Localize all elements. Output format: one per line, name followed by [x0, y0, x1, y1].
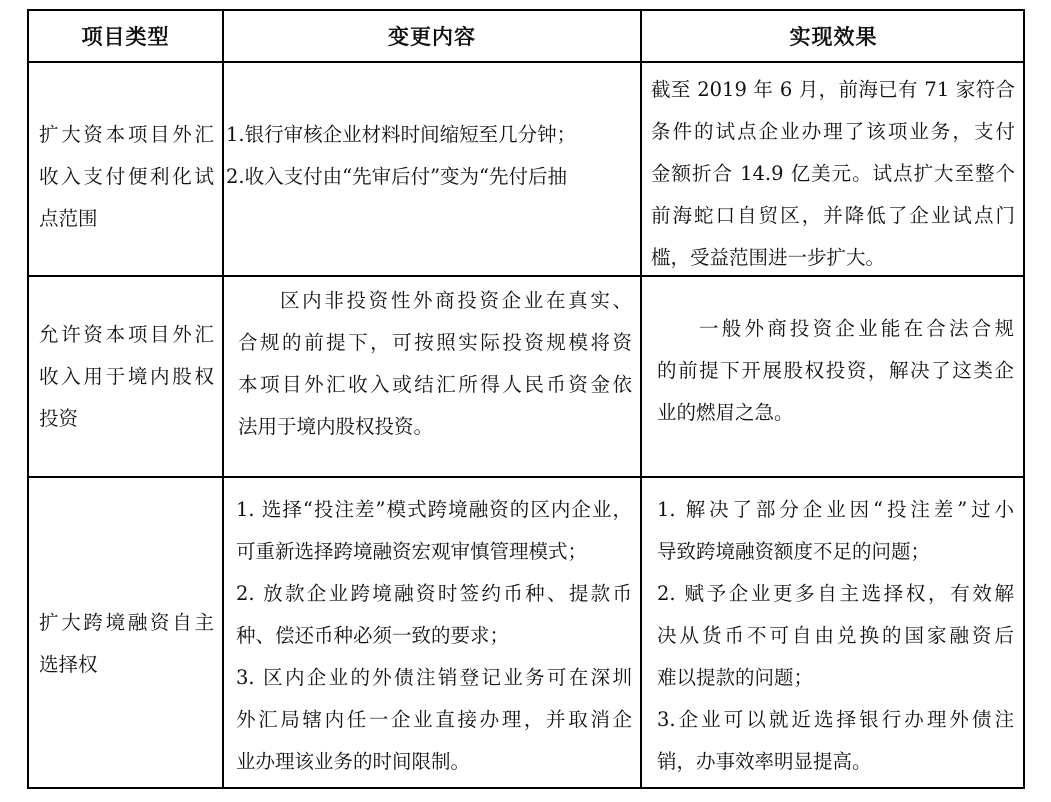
text-line: 导致跨境融资额度不足的问题；	[657, 540, 931, 563]
text-line: 允许资本项目外汇	[39, 323, 214, 346]
column-divider	[222, 11, 224, 787]
text-line: 扩大跨境融资自主	[39, 611, 214, 634]
text-line: 外汇局辖内任一企业直接办理，并取消企	[236, 708, 632, 731]
text-line: 前海蛇口自贸区，并降低了企业试点门	[651, 204, 1015, 227]
text-line: 收入支付便利化试	[39, 165, 214, 188]
text-line: 截至 2019 年 6 月，前海已有 71 家符合	[651, 78, 1015, 101]
text-line: 区内非投资性外商投资企业在真实、	[280, 289, 632, 312]
header-change-content: 变更内容	[388, 25, 476, 49]
header-project-type: 项目类型	[81, 25, 170, 49]
text-line: 扩大资本项目外汇	[39, 123, 214, 146]
row3-effect-cell	[657, 478, 1014, 789]
text-line: 种、偿还币种必须一致的要求；	[236, 624, 510, 647]
text-line: 销，办事效率明显提高。	[657, 750, 872, 773]
text-line: 2. 放款企业跨境融资时签约币种、提款币	[236, 582, 632, 605]
text-line: 本项目外汇收入或结汇所得人民币资金依	[238, 373, 632, 396]
text-line: 1.银行审核企业材料时间缩短至几分钟；	[226, 123, 577, 146]
text-line: 难以提款的问题；	[657, 666, 814, 689]
text-line: 业办理该业务的时间限制。	[236, 750, 471, 773]
text-line: 投资	[39, 407, 79, 430]
text-line: 点范围	[39, 207, 98, 230]
row2-type-cell	[39, 277, 214, 476]
row1-type-cell	[39, 63, 214, 275]
row2-change-cell	[238, 277, 632, 476]
text-line: 槛，受益范围进一步扩大。	[651, 246, 886, 269]
text-line: 金额折合 14.9 亿美元。试点扩大至整个	[651, 162, 1015, 185]
text-line: 一般外商投资企业能在合法合规	[699, 317, 1014, 340]
text-line: 决从货币不可自由兑换的国家融资后	[657, 624, 1014, 647]
text-line: 合规的前提下，可按照实际投资规模将资	[238, 331, 632, 354]
text-line: 法用于境内股权投资。	[238, 415, 434, 438]
text-line: 条件的试点企业办理了该项业务，支付	[651, 120, 1015, 143]
text-line: 可重新选择跨境融资宏观审慎管理模式；	[236, 540, 588, 563]
row1-change-cell	[226, 63, 636, 275]
row3-type-cell	[39, 478, 214, 789]
column-divider	[640, 11, 642, 787]
text-line: 2.收入支付由“先审后付”变为“先付后抽	[226, 165, 568, 188]
text-line: 收入用于境内股权	[39, 365, 214, 388]
row1-effect-cell	[651, 63, 1015, 275]
row2-effect-cell	[657, 277, 1014, 476]
text-line: 2. 赋予企业更多自主选择权，有效解	[657, 582, 1014, 605]
header-effect: 实现效果	[789, 25, 878, 49]
text-line: 3. 区内企业的外债注销登记业务可在深圳	[236, 666, 632, 689]
policy-table	[27, 9, 1025, 789]
text-line: 1. 解决了部分企业因“投注差”过小	[657, 498, 1014, 521]
text-line: 业的燃眉之急。	[657, 401, 794, 424]
row3-change-cell	[236, 478, 632, 789]
text-line: 选择权	[39, 653, 98, 676]
text-line: 3.企业可以就近选择银行办理外债注	[657, 708, 1014, 731]
text-line: 的前提下开展股权投资，解决了这类企	[657, 359, 1014, 382]
text-line: 1. 选择“投注差”模式跨境融资的区内企业，	[236, 498, 632, 521]
